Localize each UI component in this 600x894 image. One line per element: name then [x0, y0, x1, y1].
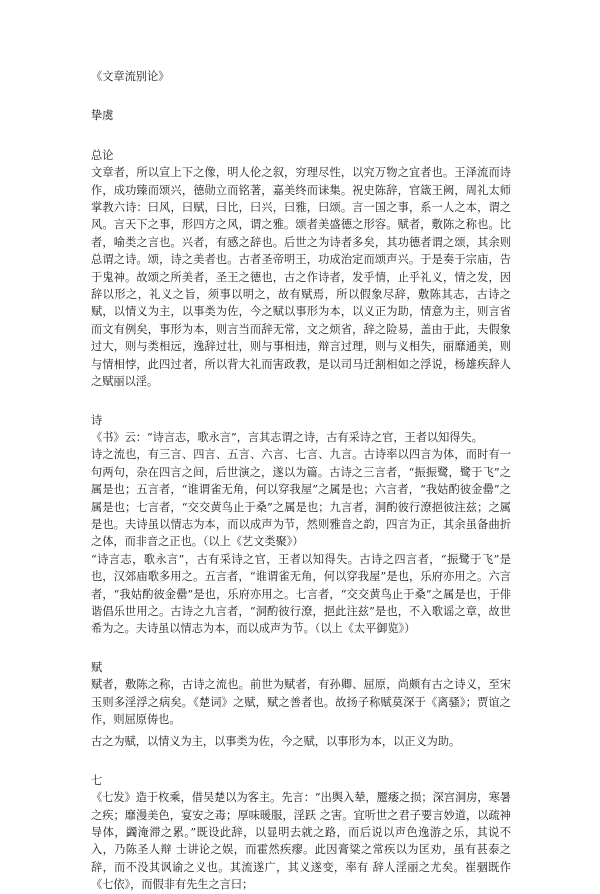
section-heading-poetry: 诗: [91, 413, 103, 427]
paragraph: 赋者，敷陈之称，古诗之流也。前世为赋者，有孙卿、屈原，尚颇有古之诗义，至宋玉则多淫浮之病矣。《楚词》之赋，赋之善者也。故扬子称赋莫深于《离骚》；贾谊之作，则屈原俦也。: [91, 678, 511, 726]
paragraph: 古之为赋，以情义为主，以事类为佐，今之赋，以事形为本，以正义为助。: [91, 735, 461, 749]
paragraph: “诗言志，歌永言”，古有采诗之官，王者以知得失。古诗之四言者，“振鹭于飞”是也，汉郊庙歌多用之。五言者，“谁谓雀无角，何以穿我屋”是也，乐府亦用之。六言者，“我姑酌彼金罍”是也，乐府亦用之。七言者，“交交黄鸟止于桑”之属是也，于俳谐倡乐世用之。古诗之九言者，“洞酌彼行潦，挹此注兹”是也，不入歌谣之章，故世希为之。夫诗虽以情志为本，而以成声为节。（以上《太平御览》）: [91, 552, 511, 636]
document-title: 《文章流别论》: [91, 70, 170, 83]
section-overview: [91, 147, 511, 391]
section-heading-fu: 赋: [91, 660, 103, 674]
section-heading-overview: 总论: [91, 148, 114, 162]
paragraph: 《七发》造于枚乘，借吴楚以为客主。先言：“出舆入辇，蹷痿之损；深宫洞房，寒暑之疾；靡漫美色，宴安之毒；厚味暖服，淫跃 之害。宜听世之君子要言妙道，以疏神导体，蠲淹滞之累。”既设此辞，以显明去就之路，而后说以声色逸游之乐，其说不入，乃陈圣人辩 士讲论之娱，而霍然疾瘳。此因膏粱之常疾以为匡劝，虽有甚泰之辞，而不没其讽谕之义也。其流遂广，其义遂变，率有 辞人淫丽之尤矣。崔骃既作《七依》，而假非有先生之言曰；: [91, 791, 511, 892]
section-poetry: [91, 412, 511, 638]
document-page: [91, 68, 511, 894]
section-heading-seven: 七: [91, 773, 103, 787]
paragraph: 诗之流也，有三言、四言、五言、六言、七言、九言。古诗率以四言为体，而时有一句两句，杂在四言之间，后世演之，遂以为篇。古诗之三言者，“振振鹭，鹭于飞”之属是也；五言者，“谁谓雀无角，何以穿我屋”之属是也；六言者，“我姑酌彼金罍”之属是也；七言者，“交交黄鸟止于桑”之属是也；九言者，洞酌彼行潦挹彼注兹；之属是也。夫诗虽以情志为本，而以成声为节，然则雅音之韵，四言为正，其余虽备曲折之体，而非音之正也。（以上《艺文类聚》）: [91, 448, 511, 549]
section-fu: [91, 659, 511, 751]
section-seven: [91, 772, 511, 894]
document-author: 挚虞: [91, 109, 114, 123]
paragraph: 《书》云：“诗言志，歌永言”，言其志谓之诗，古有采诗之官，王者以知得失。: [91, 430, 483, 444]
paragraph: 文章者，所以宣上下之像，明人伦之叙，穷理尽性，以究万物之宜者也。王泽流而诗作，成功臻而颂兴，德勋立而铭著，嘉美终而诔集。祝史陈辞，官箴王阙，周礼太师掌教六诗：曰风，曰赋，曰比，曰兴，曰雅，曰颂。言一国之事，系一人之本，谓之风。言天下之事，形四方之风，谓之雅。颂者美盛德之形容。赋者，敷陈之称也。比者，喻类之言也。兴者，有感之辞也。后世之为诗者多矣，其功德者谓之颂，其余则总谓之诗。颂，诗之美者也。古者圣帝明王，功成治定而颂声兴。于是奏于宗庙，告于鬼神。故颂之所美者，圣王之德也，古之作诗者，发乎情，止乎礼义，情之发，因辞以形之，礼义之旨，须事以明之，故有赋焉，所以假象尽辞，敷陈其志，古诗之赋，以情义为主，以事类为佐，今之赋以事形为本，以义正为助，情意为主，则言省而文有例矣，事形为本，则言当而辞无常，文之烦省，辞之险易，盖由于此，夫假象过大，则与类相远，逸辞过壮，则与事相违，辩言过理，则与义相失，丽靡通美，则与情相悖，此四过者，所以背大礼而害政教，是以司马迁割相如之浮说，杨雄疾辞人之赋丽以淫。: [91, 166, 511, 389]
